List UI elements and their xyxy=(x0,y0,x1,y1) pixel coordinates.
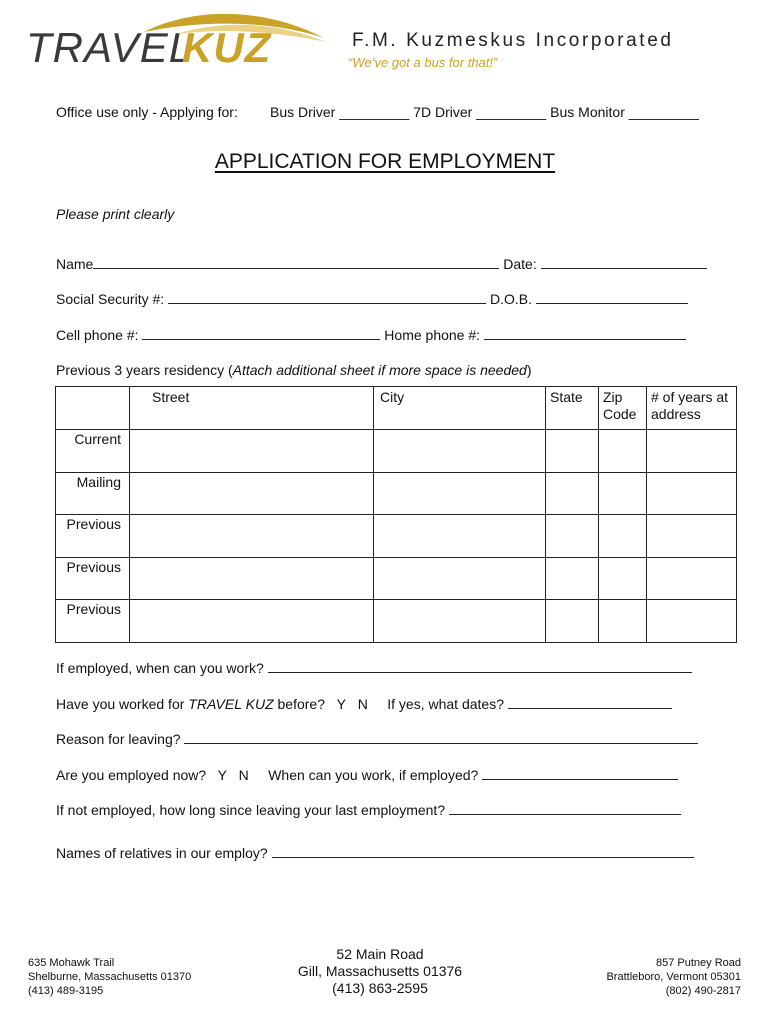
not-employed-field[interactable] xyxy=(449,802,681,815)
city-cell[interactable] xyxy=(374,515,546,558)
years-cell[interactable] xyxy=(647,515,737,558)
city-cell[interactable] xyxy=(374,557,546,600)
dob-field[interactable] xyxy=(536,291,688,304)
state-cell[interactable] xyxy=(546,472,599,515)
date-label: Date: xyxy=(503,256,537,272)
travelkuz-brand: TRAVEL KUZ xyxy=(188,696,274,712)
row-label: Previous xyxy=(56,557,130,600)
when-work-row xyxy=(56,660,692,676)
when-can-work-label: When can you work, if employed? xyxy=(268,767,479,783)
zip-cell[interactable] xyxy=(599,557,647,600)
ssn-label: Social Security #: xyxy=(56,291,165,307)
zip-header: Zip Code xyxy=(599,387,647,430)
city-header: City xyxy=(374,387,546,430)
years-header: # of years at address xyxy=(647,387,737,430)
row-label: Previous xyxy=(56,515,130,558)
phone-number: (413) 489-3195 xyxy=(28,985,104,997)
home-phone-label: Home phone #: xyxy=(384,327,481,343)
applying-for-label: - Applying for: xyxy=(148,104,238,120)
svg-text:TRAVEL: TRAVEL xyxy=(26,24,194,71)
address-line: Shelburne, Massachusetts 01370 xyxy=(28,971,192,983)
years-cell[interactable] xyxy=(647,472,737,515)
when-work-label: If employed, when can you work? xyxy=(56,660,264,676)
name-label: Name xyxy=(56,256,94,272)
employed-now-label: Are you employed now? xyxy=(56,767,207,783)
cell-phone-label: Cell phone #: xyxy=(56,327,139,343)
street-cell[interactable] xyxy=(130,472,374,515)
name-date-row xyxy=(56,256,707,272)
residency-heading: Previous 3 years residency (Attach additional sheet if more space is needed) xyxy=(56,362,532,378)
not-employed-row xyxy=(56,802,681,818)
office-use-only: Office use only xyxy=(56,104,149,120)
zip-cell[interactable] xyxy=(599,472,647,515)
table-row xyxy=(56,515,737,558)
position-options[interactable]: Bus Driver _________ 7D Driver _________ Bus Monitor _________ xyxy=(270,104,699,120)
form-title: APPLICATION FOR EMPLOYMENT xyxy=(214,150,556,173)
ssn-field[interactable] xyxy=(168,291,486,304)
print-clearly-note: Please print clearly xyxy=(56,206,175,222)
state-cell[interactable] xyxy=(546,430,599,473)
street-header: Street xyxy=(130,387,374,430)
office-use-label xyxy=(56,104,238,120)
street-cell[interactable] xyxy=(130,430,374,473)
name-field[interactable] xyxy=(93,256,499,269)
relatives-field[interactable] xyxy=(272,845,694,858)
table-row xyxy=(56,600,737,643)
state-cell[interactable] xyxy=(546,557,599,600)
relatives-label: Names of relatives in our employ? xyxy=(56,845,268,861)
years-cell[interactable] xyxy=(647,557,737,600)
phone-row xyxy=(56,327,686,343)
if-yes-label: If yes, what dates? xyxy=(387,696,504,712)
table-row xyxy=(56,472,737,515)
when-can-work-field[interactable] xyxy=(482,767,678,780)
yes-option[interactable]: Y xyxy=(217,767,227,783)
not-employed-label: If not employed, how long since leaving your last employment? xyxy=(56,802,446,818)
city-cell[interactable] xyxy=(374,600,546,643)
address-line: Gill, Massachusetts 01376 xyxy=(297,963,463,979)
table-row xyxy=(56,557,737,600)
address-line: Brattleboro, Vermont 05301 xyxy=(606,971,741,983)
reason-row xyxy=(56,731,698,747)
no-option[interactable]: N xyxy=(238,767,249,783)
row-label: Current xyxy=(56,430,130,473)
row-label: Previous xyxy=(56,600,130,643)
street-cell[interactable] xyxy=(130,600,374,643)
street-cell[interactable] xyxy=(130,515,374,558)
reason-field[interactable] xyxy=(184,731,698,744)
yes-option[interactable]: Y xyxy=(336,696,347,712)
company-logo xyxy=(26,12,326,78)
footer-shelburne-address xyxy=(28,956,191,998)
no-option[interactable]: N xyxy=(357,696,368,712)
employed-now-row xyxy=(56,767,678,783)
company-name: F.M. Kuzmeskus Incorporated xyxy=(352,30,674,51)
state-header: State xyxy=(546,387,599,430)
row-label: Mailing xyxy=(56,472,130,515)
zip-cell[interactable] xyxy=(599,515,647,558)
zip-cell[interactable] xyxy=(599,600,647,643)
footer-brattleboro-address xyxy=(606,956,741,998)
worked-before-label: Have you worked for xyxy=(56,696,189,712)
table-row xyxy=(56,430,737,473)
city-cell[interactable] xyxy=(374,430,546,473)
phone-number: (413) 863-2595 xyxy=(332,980,428,996)
worked-before-suffix: before? xyxy=(273,696,325,712)
dates-field[interactable] xyxy=(508,696,672,709)
phone-number: (802) 490-2817 xyxy=(665,985,741,997)
svg-text:KUZ: KUZ xyxy=(182,24,272,71)
relatives-row xyxy=(56,845,694,861)
address-line: 635 Mohawk Trail xyxy=(28,957,115,969)
address-line: 857 Putney Road xyxy=(655,957,741,969)
home-phone-field[interactable] xyxy=(484,327,686,340)
when-work-field[interactable] xyxy=(268,660,692,673)
years-cell[interactable] xyxy=(647,600,737,643)
date-field[interactable] xyxy=(541,256,707,269)
worked-before-row xyxy=(56,696,672,712)
street-cell[interactable] xyxy=(130,557,374,600)
state-cell[interactable] xyxy=(546,600,599,643)
footer-gill-address xyxy=(280,946,480,997)
residency-table xyxy=(55,386,737,643)
blank-header xyxy=(56,387,130,430)
residency-note: Attach additional sheet if more space is needed xyxy=(232,362,527,378)
years-cell[interactable] xyxy=(647,430,737,473)
dob-label: D.O.B. xyxy=(489,291,532,307)
state-cell[interactable] xyxy=(546,515,599,558)
zip-cell[interactable] xyxy=(599,430,647,473)
residency-header-row xyxy=(56,387,737,430)
tagline: “We’ve got a bus for that!” xyxy=(348,55,498,70)
reason-label: Reason for leaving? xyxy=(56,731,181,747)
cell-phone-field[interactable] xyxy=(142,327,380,340)
city-cell[interactable] xyxy=(374,472,546,515)
residency-title: Previous 3 years residency xyxy=(56,362,225,378)
ssn-dob-row xyxy=(56,291,688,307)
address-line: 52 Main Road xyxy=(336,946,424,962)
